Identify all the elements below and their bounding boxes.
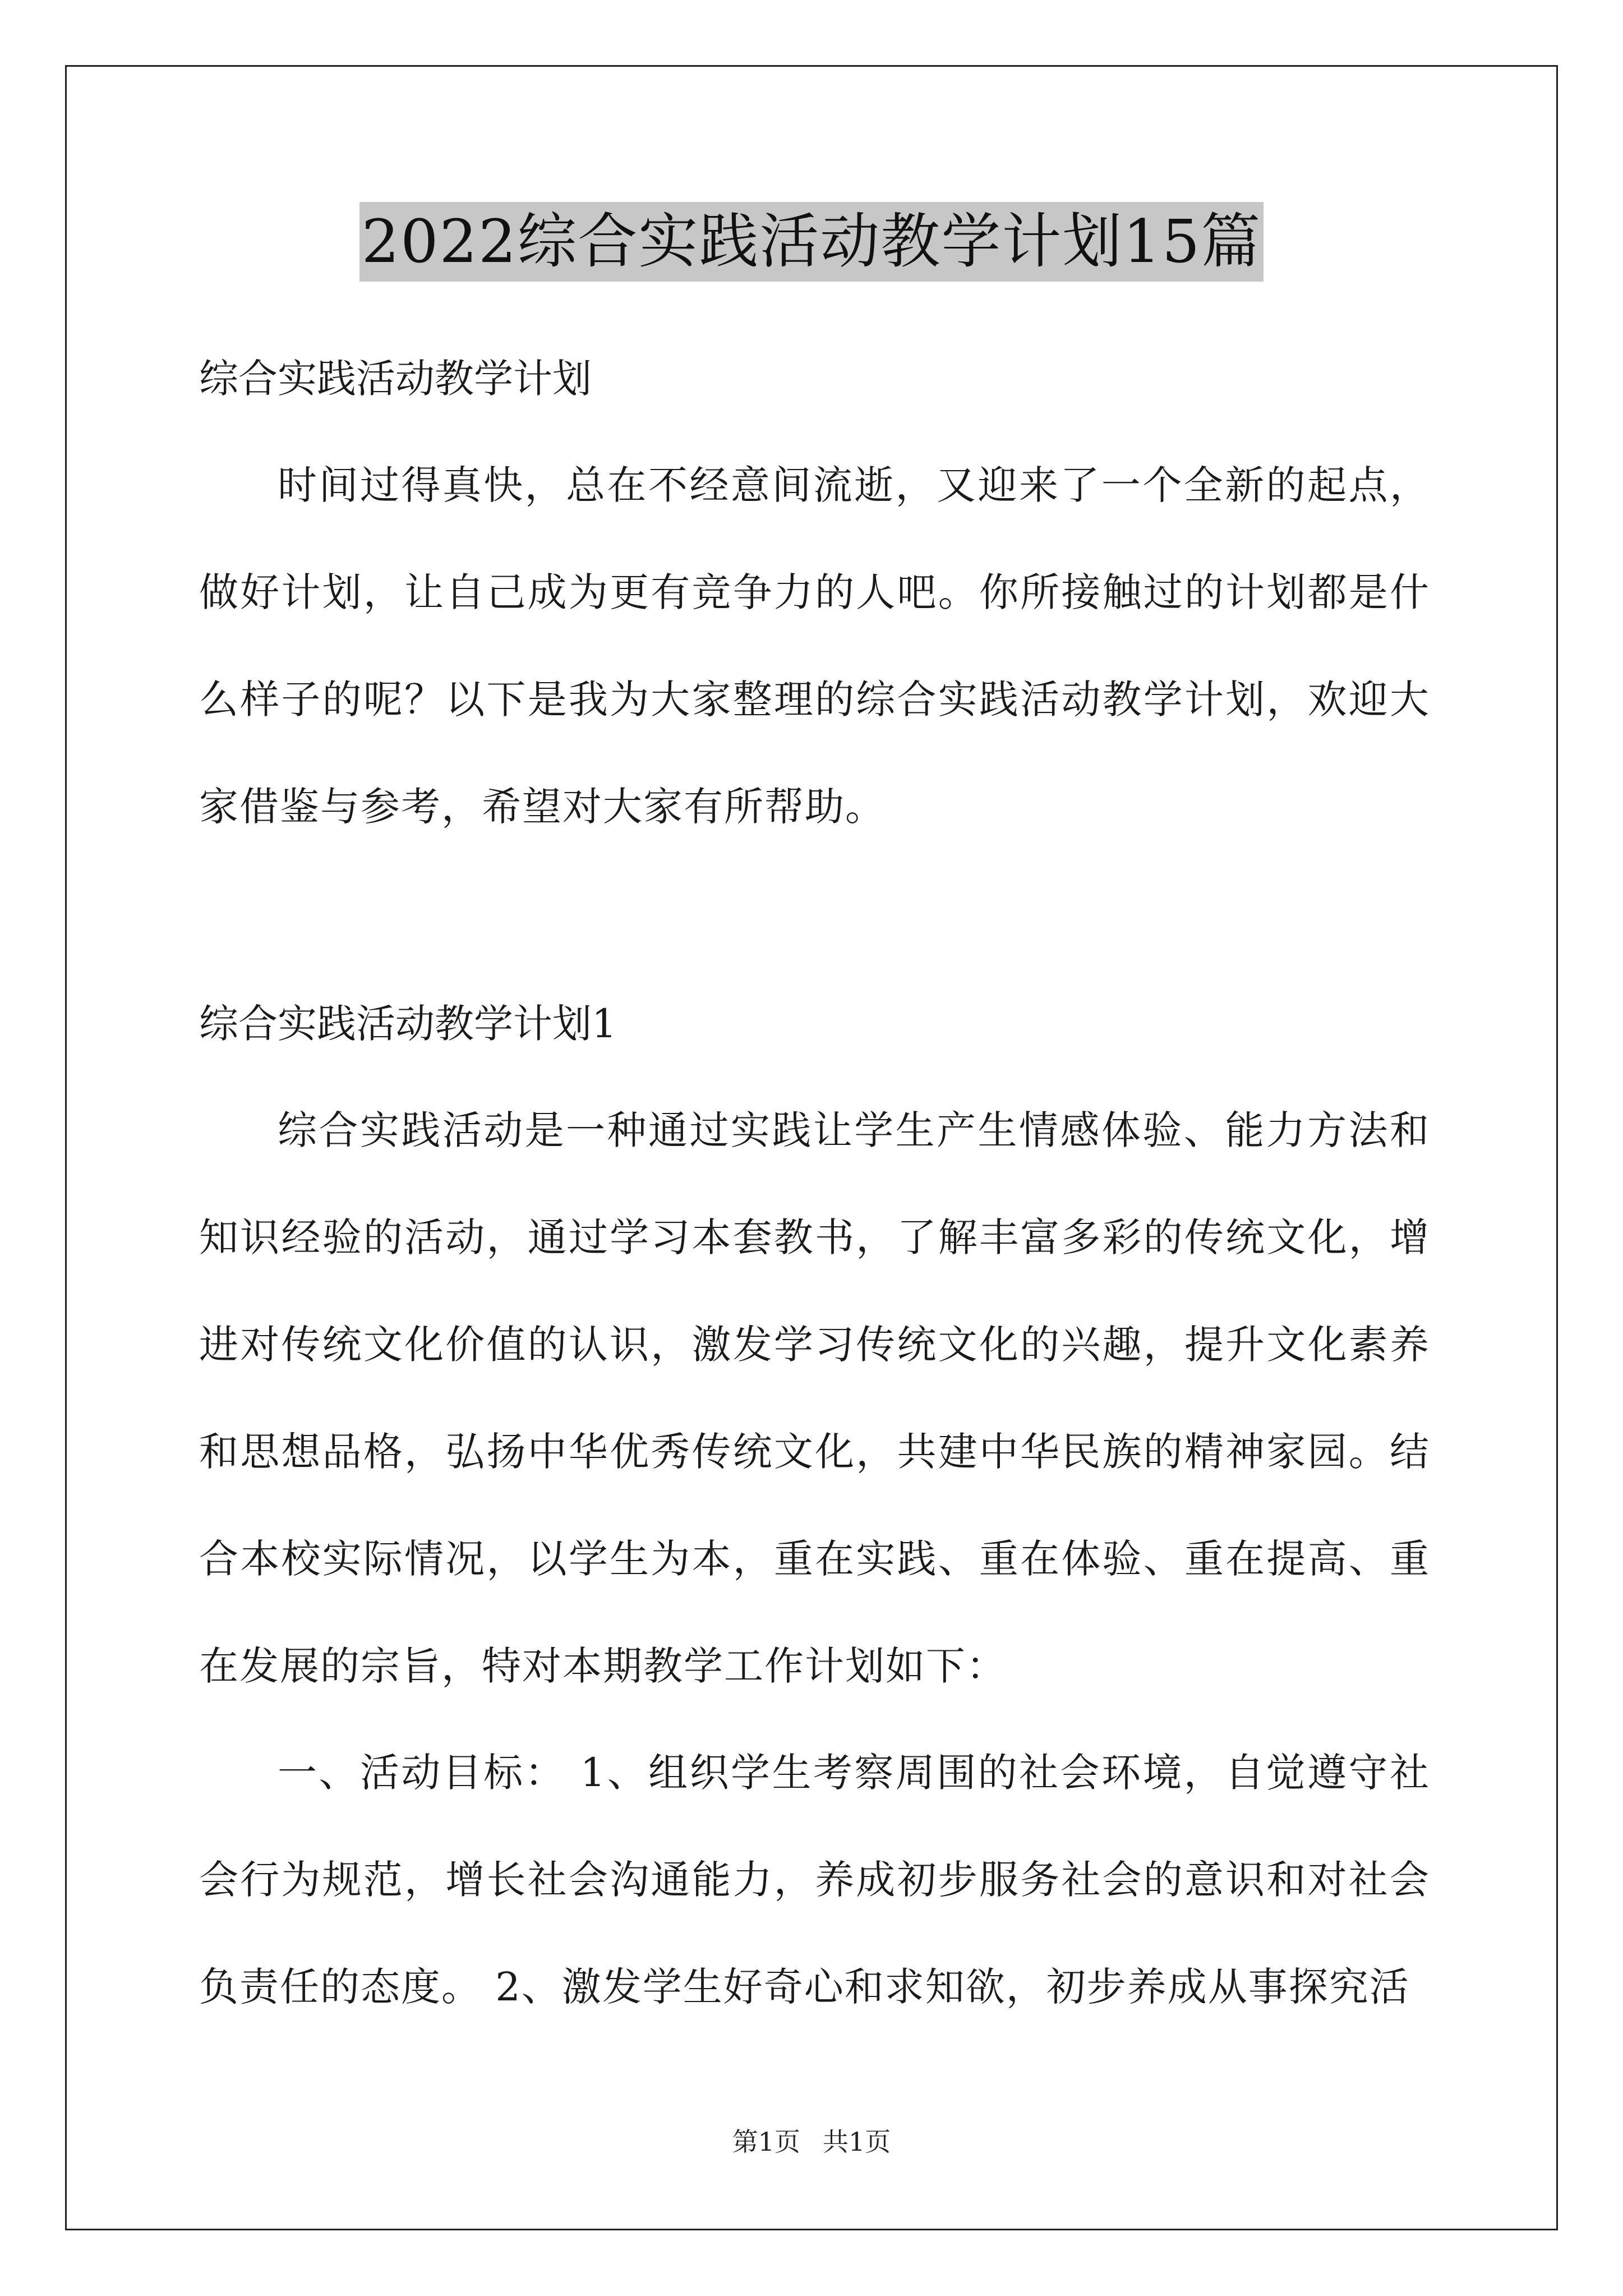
intro-paragraph: 时间过得真快，总在不经意间流逝，又迎来了一个全新的起点，做好计划，让自己成为更有竞争力的人吧。你所接触过的计划都是什么样子的呢？以下是我为大家整理的综合实践活动教学计划，欢迎大家借鉴与参考，希望对大家有所帮助。 [199, 462, 1430, 830]
page-footer [0, 2129, 1623, 2155]
title-container [0, 202, 1623, 282]
intro-heading: 综合实践活动教学计划 [199, 356, 592, 402]
document-title: 2022综合实践活动教学计划15篇 [359, 202, 1264, 282]
page-total: 共1页 [823, 2127, 891, 2157]
section1-heading: 综合实践活动教学计划1 [199, 1001, 617, 1047]
section1-paragraph-2: 一、活动目标： 1、组织学生考察周围的社会环境，自觉遵守社会行为规范，增长社会沟通能力，养成初步服务社会的意识和对社会负责任的态度。 2、激发学生好奇心和求知欲，初步养成从事探究活 [199, 1750, 1430, 2010]
section1-paragraph-1: 综合实践活动是一种通过实践让学生产生情感体验、能力方法和知识经验的活动，通过学习本套教书，了解丰富多彩的传统文化，增进对传统文化价值的认识，激发学习传统文化的兴趣，提升文化素养和思想品格，弘扬中华优秀传统文化，共建中华民族的精神家园。结合本校实际情况，以学生为本，重在实践、重在体验、重在提高、重在发展的宗旨，特对本期教学工作计划如下： [199, 1107, 1430, 1689]
page-current: 第1页 [732, 2127, 800, 2157]
